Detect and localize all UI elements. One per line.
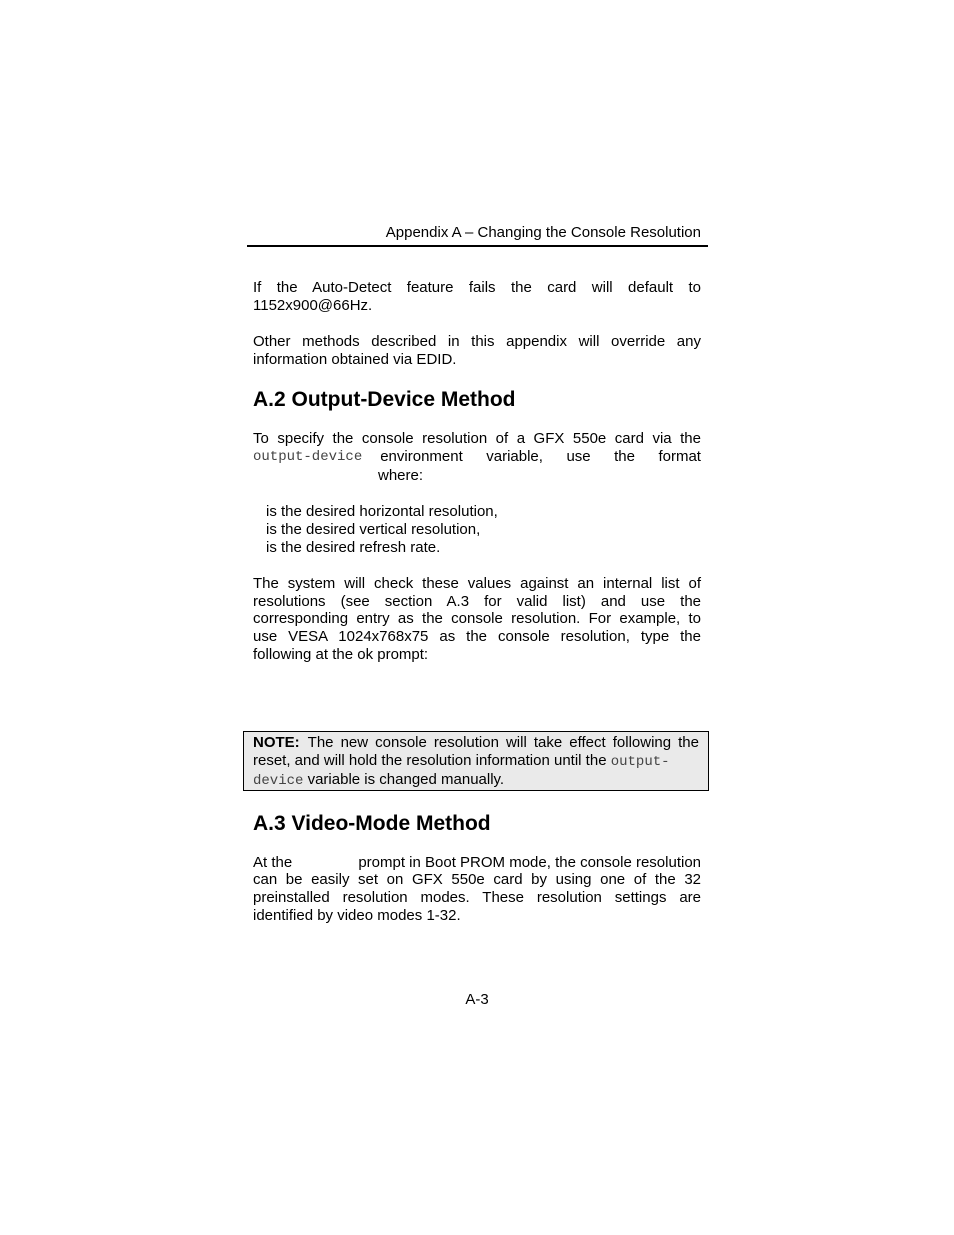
para-atthe-end: prompt in Boot PROM mode, the console resolution: [358, 854, 701, 871]
para-check-line5: following at the ok prompt:: [253, 646, 429, 663]
para-check-line3: corresponding entry as the console resolution. For example, to: [253, 610, 701, 627]
para-override-line2: information obtained via EDID.: [253, 351, 457, 368]
para-specify-line2: [253, 448, 701, 466]
section-heading-a3: A.3 Video-Mode Method: [253, 812, 491, 835]
word-4: format: [658, 448, 701, 465]
note-text-line3: variable is changed manually.: [307, 771, 505, 788]
para-specify-line1: To specify the console resolution of a GFX 550e card via the: [253, 430, 701, 447]
note-line3: [253, 771, 699, 790]
section-heading-a2: A.2 Output-Device Method: [253, 388, 516, 411]
para-check-line2: resolutions (see section A.3 for valid list) and use the: [253, 593, 701, 610]
para-specify-line2-text: [380, 448, 701, 466]
para-check-line1: The system will check these values against an internal list of: [253, 575, 701, 592]
note-line2: [253, 752, 699, 771]
word-2: use: [566, 448, 591, 465]
para-autodetect-line1: If the Auto-Detect feature fails the card will default to: [253, 279, 701, 296]
note-text-line1: The new console resolution will take effect following the: [307, 734, 699, 751]
para-override-line1: Other methods described in this appendix will override any: [253, 333, 701, 350]
page-number: A-3: [465, 991, 489, 1008]
header-rule: [247, 245, 708, 247]
para-atthe-start: At the: [253, 854, 293, 871]
para-atthe-line2: can be easily set on GFX 550e card by using one of the 32: [253, 871, 701, 888]
note-code-device: device: [253, 773, 304, 789]
running-header: Appendix A – Changing the Console Resolution: [385, 224, 701, 241]
para-atthe-line4: identified by video modes 1-32.: [253, 907, 461, 924]
para-atthe-line3: preinstalled resolution modes. These resolution settings are: [253, 889, 701, 906]
definition-refresh: is the desired refresh rate.: [266, 539, 441, 556]
word-0: environment: [380, 448, 463, 465]
para-atthe-line1: [253, 854, 701, 872]
para-specify-line3: where:: [378, 467, 424, 484]
code-output-device: output-device: [253, 449, 363, 465]
word-1: variable,: [486, 448, 543, 465]
definition-horizontal: is the desired horizontal resolution,: [266, 503, 498, 520]
para-autodetect-line2: 1152x900@66Hz.: [253, 297, 373, 314]
note-text-line2: reset, and will hold the resolution information until the: [253, 752, 607, 769]
word-3: the: [614, 448, 635, 465]
note-code-output: output-: [610, 754, 670, 770]
note-label: NOTE:: [253, 734, 300, 751]
note-box: [243, 731, 709, 791]
definition-vertical: is the desired vertical resolution,: [266, 521, 481, 538]
para-check-line4: use VESA 1024x768x75 as the console resolution, type the: [253, 628, 701, 645]
note-line1: [253, 734, 699, 752]
